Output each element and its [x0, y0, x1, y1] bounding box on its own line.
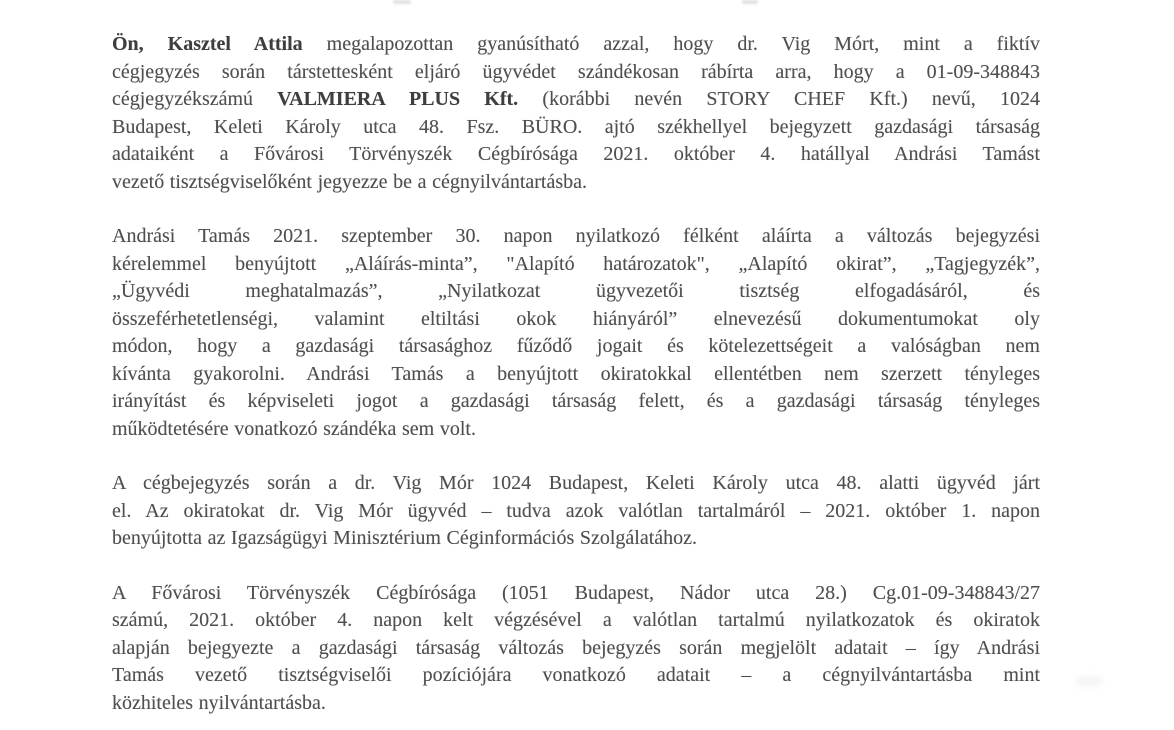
text-line: [112, 635, 1040, 663]
paragraph-4: [112, 580, 1040, 718]
text-run: vezető tisztségviselőként jegyezze be a cégnyilvántartásba.: [112, 170, 588, 193]
text-line: [112, 278, 1040, 306]
text-line: [112, 388, 1040, 416]
text-line: [112, 169, 1040, 197]
text-run: kérelemmel benyújtott „Aláírás-minta”, "Alapító határozatok", „Alapító okirat”, „Tagjegyzék”,: [112, 252, 1040, 275]
text-line: [112, 86, 1040, 114]
text-line: [112, 114, 1040, 142]
text-run: „Ügyvédi meghatalmazás”, „Nyilatkozat ügyvezetői tisztség elfogadásáról, és: [112, 280, 1040, 302]
paragraph-2: [112, 223, 1040, 443]
text-line: [112, 141, 1040, 169]
bold-text-run: VALMIERA PLUS Kft.: [277, 88, 519, 110]
scan-artifact: [1076, 676, 1102, 686]
text-run: összeférhetetlenségi, valamint eltiltási okok hiányáról” elnevezésű dokumentumokat oly: [112, 307, 1040, 330]
scan-artifact: [393, 0, 411, 4]
text-line: [112, 306, 1040, 334]
text-line: [112, 607, 1040, 635]
text-run: Tamás vezető tisztségviselői pozíciójára vonatkozó adatait – a cégnyilvántartásba mint: [112, 664, 1040, 686]
text-run: (korábbi nevén STORY CHEF Kft.) nevű, 1024: [518, 88, 1041, 110]
text-run: közhiteles nyilvántartásba.: [112, 691, 326, 714]
text-run: számú, 2021. október 4. napon kelt végzésével a valótlan tartalmú nyilatkozatok és okiratok: [112, 609, 1040, 631]
text-run: kívánta gyakorolni. Andrási Tamás a benyújtott okiratokkal ellentétben nem szerzett tényleges: [112, 362, 1040, 385]
text-line: [112, 498, 1040, 526]
text-run: el. Az okiratokat dr. Vig Mór ügyvéd – tudva azok valótlan tartalmáról – 2021. október 1. napon: [112, 499, 1040, 522]
text-line: [112, 580, 1040, 608]
text-run: megalapozottan gyanúsítható azzal, hogy dr. Vig Mórt, mint a fiktív: [302, 33, 1040, 55]
text-line: [112, 525, 1040, 553]
text-line: [112, 662, 1040, 690]
text-run: módon, hogy a gazdasági társasághoz fűződő jogait és kötelezettségeit a valóságban nem: [112, 335, 1040, 357]
paragraph-1: [112, 31, 1040, 196]
text-line: [112, 690, 1040, 718]
text-line: [112, 59, 1040, 87]
text-run: adataiként a Fővárosi Törvényszék Cégbírósága 2021. október 4. hatállyal Andrási Tamást: [112, 143, 1040, 165]
text-run: Andrási Tamás 2021. szeptember 30. napon nyilatkozó félként aláírta a változás bejegyzési: [112, 225, 1040, 247]
text-line: [112, 361, 1040, 389]
text-line: [112, 470, 1040, 498]
document-body: [112, 31, 1040, 730]
text-run: működtetésére vonatkozó szándéka sem volt.: [112, 417, 476, 440]
text-run: cégjegyzékszámú: [112, 88, 278, 110]
text-run: cégjegyzés során társtettesként eljáró ügyvédet szándékosan rábírta arra, hogy a 01-09-348843: [112, 60, 1040, 83]
text-line: [112, 416, 1040, 444]
text-run: Budapest, Keleti Károly utca 48. Fsz. BÜRO. ajtó székhellyel bejegyzett gazdasági társaság: [112, 115, 1040, 138]
text-run: A cégbejegyzés során a dr. Vig Mór 1024 Budapest, Keleti Károly utca 48. alatti ügyvéd járt: [112, 472, 1040, 494]
text-line: [112, 333, 1040, 361]
text-line: [112, 223, 1040, 251]
text-line: [112, 31, 1040, 59]
scan-artifact: [742, 0, 758, 4]
text-run: benyújtotta az Igazságügyi Minisztérium Céginformációs Szolgálatához.: [112, 527, 698, 549]
text-run: alapján bejegyezte a gazdasági társaság változás bejegyzés során megjelölt adatait – így Andrási: [112, 636, 1040, 659]
text-run: A Fővárosi Törvényszék Cégbírósága (1051 Budapest, Nádor utca 28.) Cg.01-09-348843/27: [112, 581, 1040, 604]
bold-text-run: Ön, Kasztel Attila: [112, 33, 303, 55]
text-line: [112, 251, 1040, 279]
paragraph-3: [112, 470, 1040, 553]
text-run: irányítást és képviseleti jogot a gazdasági társaság felett, és a gazdasági társaság tényleges: [112, 390, 1040, 412]
